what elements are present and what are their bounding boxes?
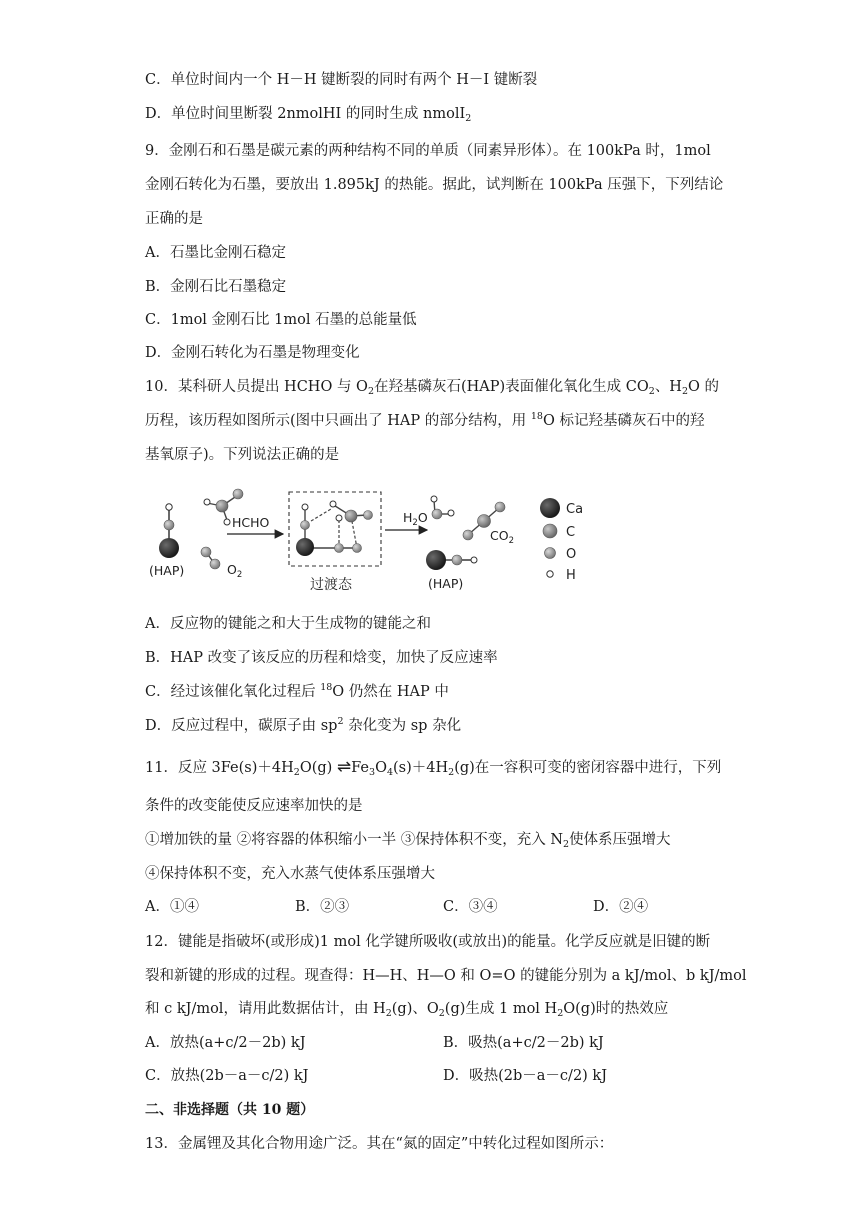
q12-option-c: C．放热(2b－a－c/2) kJ bbox=[145, 1068, 309, 1084]
hcho-label: HCHO bbox=[232, 515, 270, 530]
q11-stem-line2: 条件的改变能使反应速率加快的是 bbox=[145, 798, 363, 814]
q12-stem-line3: 和 c kJ/mol，请用此数据估计，由 $H_2(g)$、$O_2(g)$生成 1 mol $H_2O(g)$时的热效应 bbox=[145, 1001, 669, 1019]
q9-option-d: D．金刚石转化为石墨是物理变化 bbox=[145, 345, 360, 361]
o2-molecule bbox=[201, 547, 220, 569]
q10-option-b: B．HAP 改变了该反应的历程和焓变，加快了反应速率 bbox=[145, 650, 498, 666]
q12-option-a: A．放热(a+c/2－2b) kJ bbox=[145, 1035, 306, 1051]
hap-left-structure bbox=[159, 504, 179, 558]
legend-o-swatch bbox=[545, 548, 556, 559]
q8-option-c: C．单位时间内一个 H－H 键断裂的同时有两个 H－I 键断裂 bbox=[145, 72, 538, 88]
hap-left-label: (HAP) bbox=[149, 563, 185, 578]
legend-o-label: O bbox=[566, 547, 577, 562]
hap-right-structure bbox=[426, 550, 477, 570]
q9-option-a: A．石墨比金刚石稳定 bbox=[145, 245, 286, 261]
atom-legend bbox=[540, 498, 583, 583]
co2-label: $CO_2$ bbox=[490, 528, 514, 546]
q11-stem-line1: 11．反应 $3Fe(s)+4H_2O(g)$ $\rightleftharpoons Fe_3O_4(s)+4H_2(g)$在一容积可变的密闭容器中进行，下列 bbox=[145, 757, 722, 778]
q9-option-c: C．1mol 金刚石比 1mol 石墨的总能量低 bbox=[145, 312, 417, 328]
reaction-mechanism-diagram bbox=[145, 478, 600, 596]
q10-stem-line2: 历程，该历程如图所示(图中只画出了 HAP 的部分结构，用 $^{18}$O 标记羟基磷灰石中的羟 bbox=[145, 411, 705, 429]
q11-conditions-line2: ④保持体积不变，充入水蒸气使体系压强增大 bbox=[145, 866, 435, 882]
legend-h-label: H bbox=[566, 568, 576, 583]
q11-option-c: C．③④ bbox=[443, 899, 498, 915]
q12-stem-line1: 12．键能是指破坏(或形成)1 mol 化学键所吸收(或放出)的能量。化学反应就是旧键的断 bbox=[145, 934, 711, 950]
transition-state-label: 过渡态 bbox=[310, 577, 352, 593]
q12-stem-line2: 裂和新键的形成的过程。现查得：H—H、H—O 和 O=O 的键能分别为 a kJ/mol、b kJ/mol bbox=[145, 968, 747, 984]
h2o-label: $H_2O$ bbox=[403, 510, 428, 528]
q10-stem-line1: 10．某科研人员提出 HCHO 与 $O_2$在羟基磷灰石(HAP)表面催化氧化生成 $CO_2$、$H_2O$ 的 bbox=[145, 379, 720, 397]
q11-option-d: D．②④ bbox=[593, 899, 649, 915]
legend-c-swatch bbox=[543, 524, 557, 538]
q10-stem-line3: 基氧原子)。下列说法正确的是 bbox=[145, 447, 340, 463]
q10-option-a: A．反应物的键能之和大于生成物的键能之和 bbox=[145, 616, 431, 632]
section-heading: 二、非选择题（共 10 题） bbox=[145, 1102, 315, 1118]
q9-stem-line1: 9．金刚石和石墨是碳元素的两种结构不同的单质（同素异形体）。在 100kPa 时，1mol bbox=[145, 143, 711, 159]
o2-label: $O_2$ bbox=[227, 562, 243, 580]
q13-stem: 13．金属锂及其化合物用途广泛。其在“氮的固定”中转化过程如图所示： bbox=[145, 1136, 614, 1152]
q12-option-b: B．吸热(a+c/2－2b) kJ bbox=[443, 1035, 604, 1051]
q10-option-d: D．反应过程中，碳原子由 $sp^2$ 杂化变为 sp 杂化 bbox=[145, 716, 462, 734]
q9-stem-line2: 金刚石转化为石墨，要放出 1.895kJ 的热能。据此，试判断在 100kPa 压强下，下列结论 bbox=[145, 177, 724, 193]
legend-c-label: C bbox=[566, 525, 576, 540]
q11-option-a: A．①④ bbox=[145, 899, 199, 915]
q10-option-c: C．经过该催化氧化过程后 $^{18}$O 仍然在 HAP 中 bbox=[145, 682, 449, 700]
hap-right-label: (HAP) bbox=[428, 576, 464, 591]
q12-option-d: D．吸热(2b－a－c/2) kJ bbox=[443, 1068, 608, 1084]
q9-stem-line3: 正确的是 bbox=[145, 211, 203, 227]
q9-option-b: B．金刚石比石墨稳定 bbox=[145, 279, 287, 295]
legend-ca-label: Ca bbox=[566, 502, 584, 517]
transition-state-structure bbox=[296, 501, 373, 556]
legend-ca-swatch bbox=[540, 498, 560, 518]
q11-conditions-line1: ①增加铁的量 ②将容器的体积缩小一半 ③保持体积不变，充入 $N_2$使体系压强增大 bbox=[145, 832, 671, 850]
q11-option-b: B．②③ bbox=[295, 899, 350, 915]
h2o-molecule bbox=[431, 496, 454, 519]
q8-option-d: D．单位时间里断裂 2nmolHI 的同时生成 nmolI$_2$ bbox=[145, 106, 472, 124]
legend-h-swatch bbox=[547, 571, 553, 577]
